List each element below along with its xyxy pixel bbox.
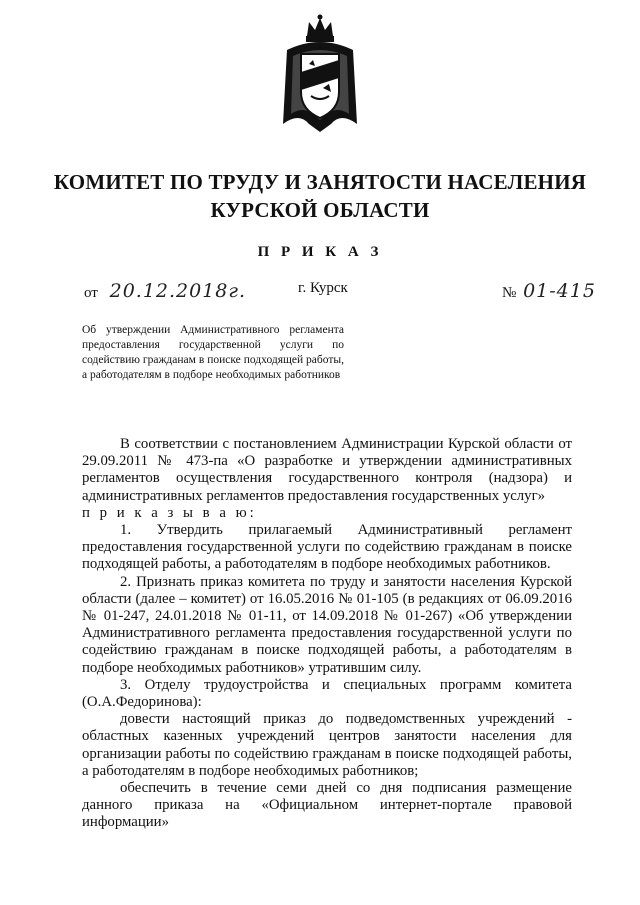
date-field <box>84 280 246 302</box>
number-prefix: № <box>502 285 517 301</box>
organization-line-1: КОМИТЕТ ПО ТРУДУ И ЗАНЯТОСТИ НАСЕЛЕНИЯ <box>53 170 587 194</box>
item-3b-paragraph: обеспечить в течение семи дней со дня подписания размещение данного приказа на «Официальном интернет-портале правовой информации» <box>82 780 572 831</box>
handwritten-number: 01-415 <box>523 280 596 302</box>
order-word: п р и к а з ы в а ю: <box>82 504 257 521</box>
organization-line-2: КУРСКОЙ ОБЛАСТИ <box>210 198 430 222</box>
item-2-paragraph: 2. Признать приказ комитета по труду и занятости населения Курской области (далее – комитет) от 16.05.2016 № 01-105 (в редакциях от 06.09.2016 № 01-247, 24.01.2018 № 01-11, от 14.09.2018 № 01-267) «Об утверждении Административного регламента предоставления государственной услуги по содействию гражданам в поиске подходящей работы, а работодателям в подборе необходимых работников» утратившим силу. <box>82 573 572 676</box>
handwritten-date: 20.12.2018г. <box>109 280 247 302</box>
item-1-paragraph: 1. Утвердить прилагаемый Административный регламент предоставления государственной услуги по содействию гражданам в поиске подходящей работы, а работодателям в подборе необходимых работников. <box>82 522 572 573</box>
item-3a-paragraph: довести настоящий приказ до подведомственных учреждений - областных казенных учреждений центров занятости населения для организации работы по содействию гражданам в поиске подходящей работы, а работодателям в подборе необходимых работников; <box>82 711 572 779</box>
preamble-paragraph: В соответствии с постановлением Администрации Курской области от 29.09.2011 № 473-па «О разработке и утверждении административных регламентов осуществления государственного контроля (надзора) и административных регламентов предоставления государственных услуг» <box>82 436 572 504</box>
organization-name <box>40 168 600 224</box>
city-label: г. Курск <box>298 280 348 296</box>
document-type-title: П Р И К А З <box>257 244 383 260</box>
date-prefix: от <box>84 285 98 301</box>
coat-of-arms-icon <box>279 14 361 136</box>
order-body <box>82 436 572 832</box>
item-3-paragraph: 3. Отделу трудоустройства и специальных программ комитета (О.А.Федоринова): <box>82 676 572 711</box>
order-subject: Об утверждении Административного регламента предоставления государственной услуги по содействию гражданам в поиске подходящей работы, а работодателям в подборе необходимых работников <box>82 324 344 381</box>
number-field <box>502 280 596 302</box>
